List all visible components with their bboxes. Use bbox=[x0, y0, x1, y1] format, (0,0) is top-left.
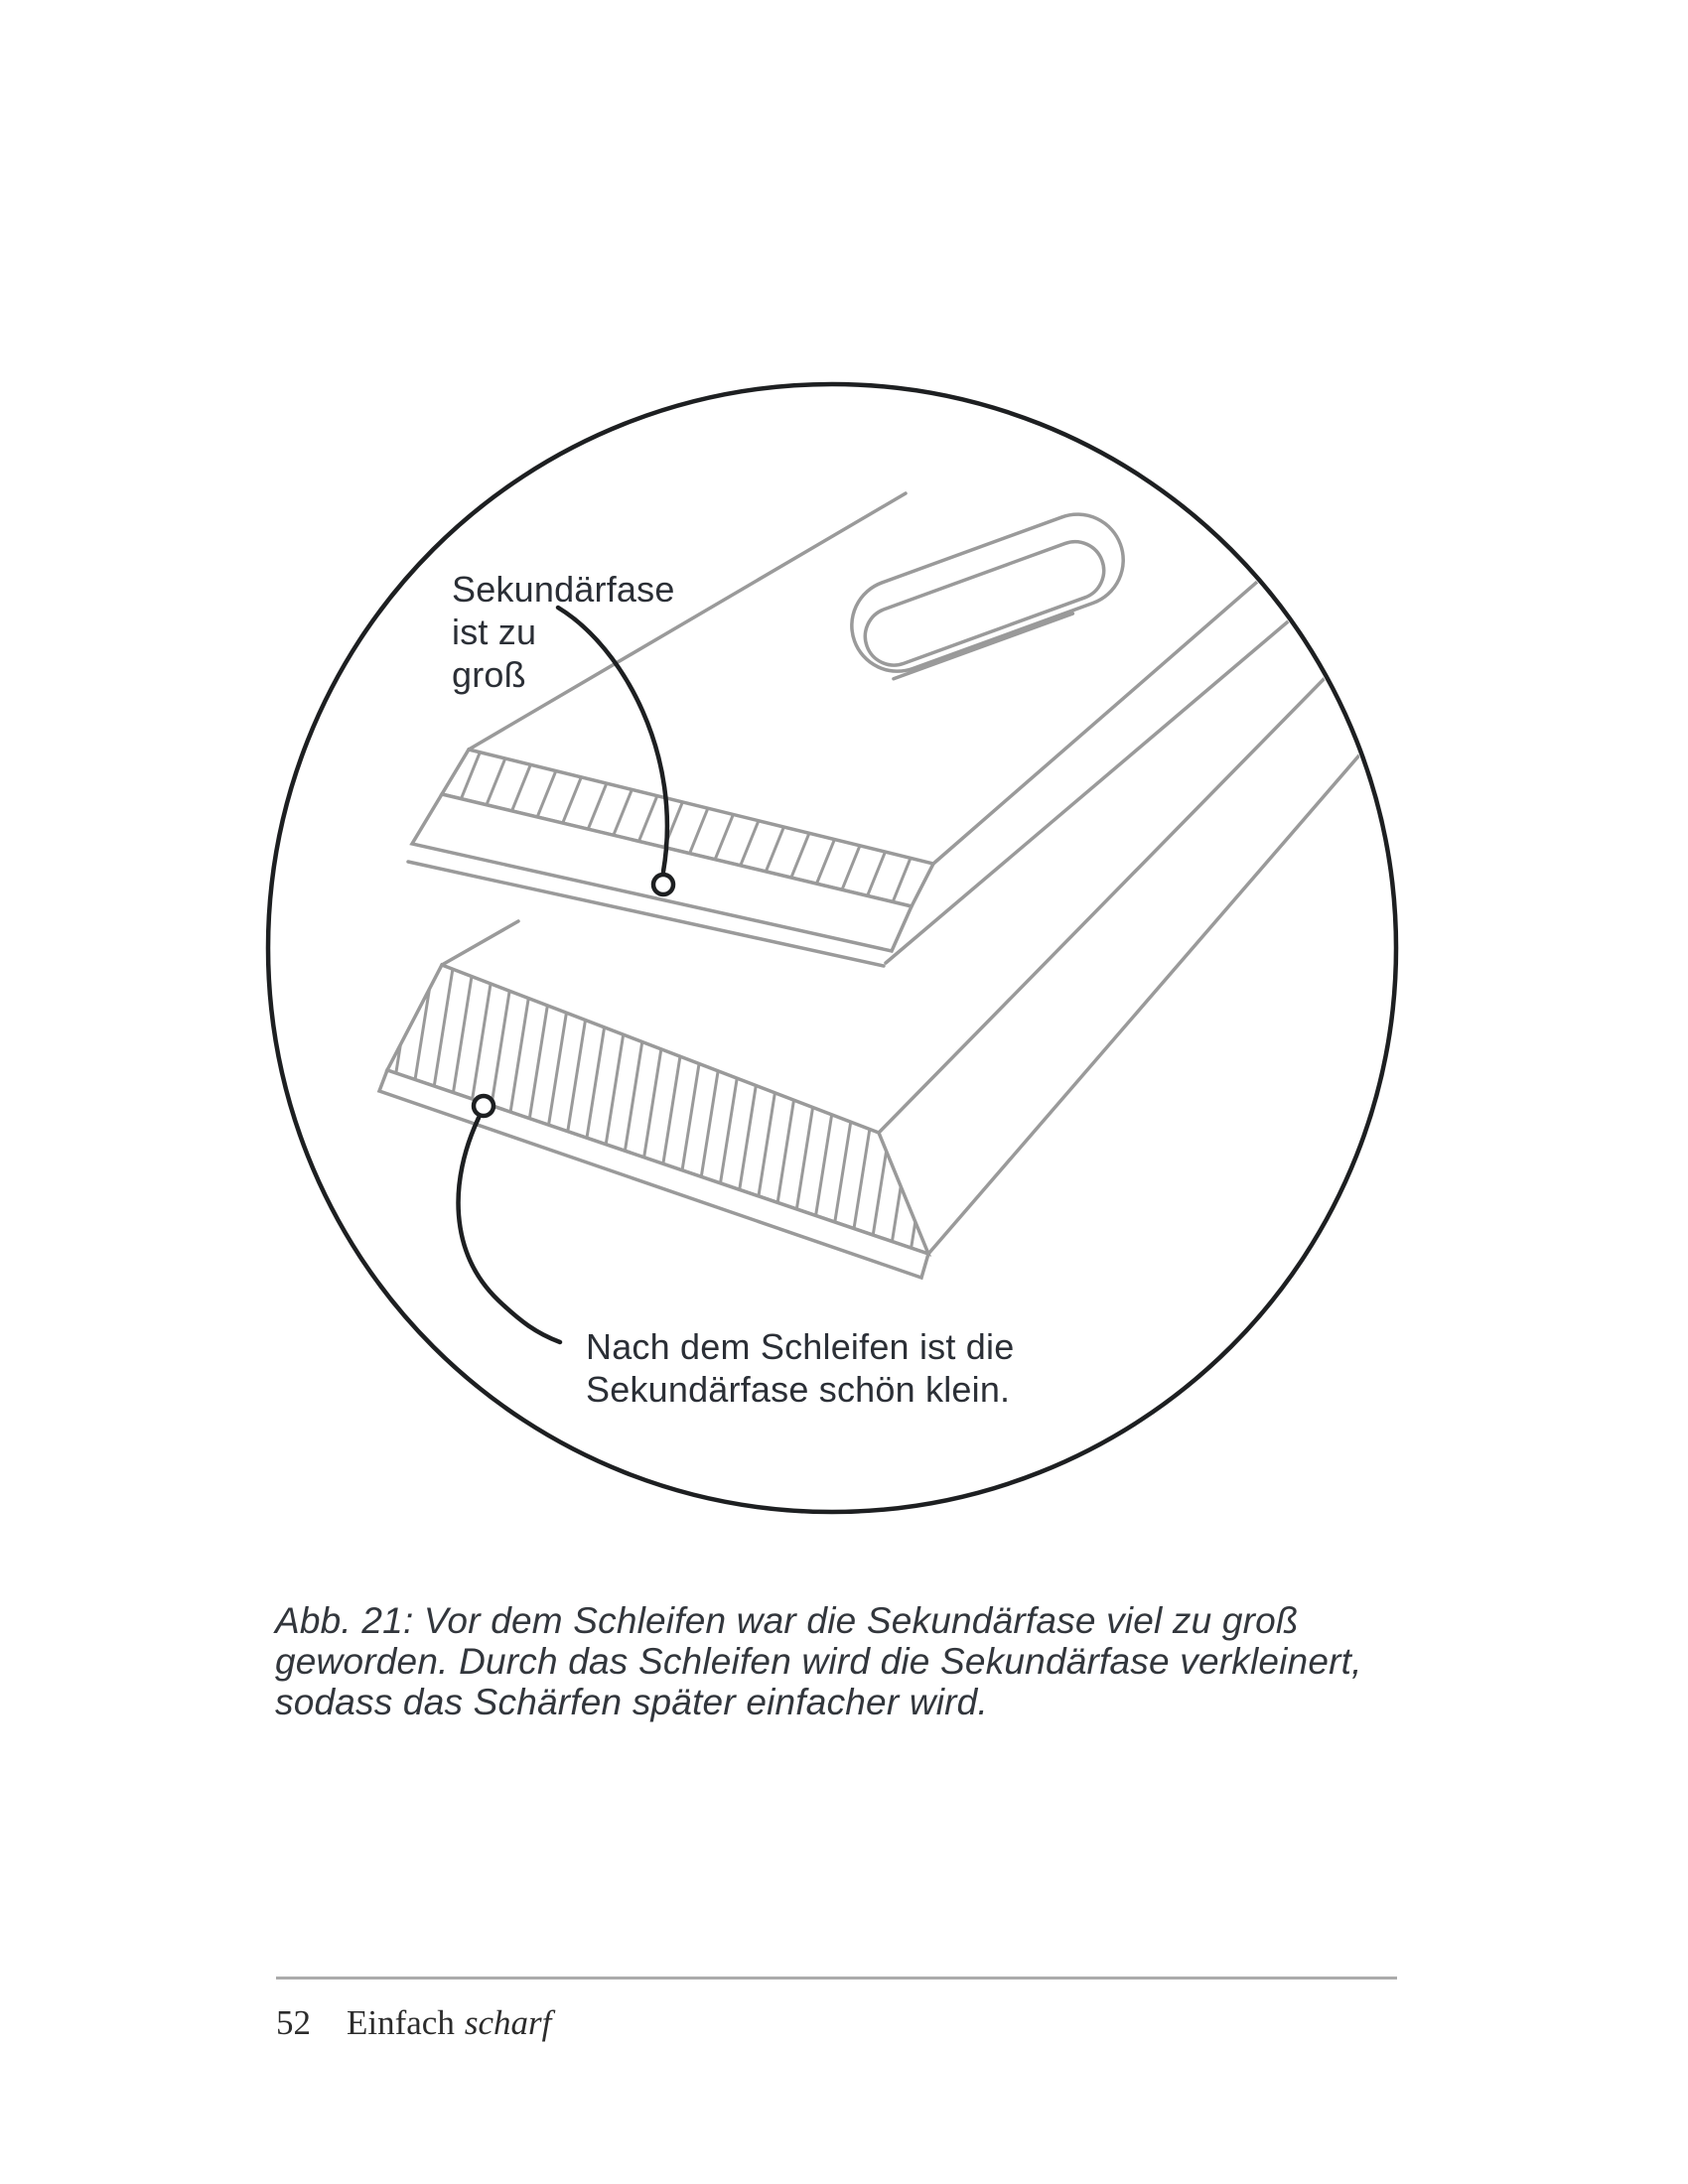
callout-line: ist zu bbox=[452, 612, 537, 652]
callout-marker-bottom bbox=[474, 1096, 493, 1116]
callout-line: Nach dem Schleifen ist die bbox=[586, 1326, 1015, 1367]
book-title-italic: scharf bbox=[464, 2003, 552, 2042]
slot-inner-edge-line bbox=[894, 614, 1072, 679]
callout-secondary-bevel-large bbox=[452, 568, 675, 696]
leader-line-bottom bbox=[459, 1118, 560, 1342]
blade-side-lower-edge-line bbox=[928, 743, 1370, 1254]
callout-line: Sekundärfase bbox=[452, 569, 675, 610]
callout-secondary-bevel-small bbox=[586, 1325, 1014, 1411]
callout-marker-top bbox=[653, 875, 673, 894]
caption-line: Abb. 21: Vor dem Schleifen war die Sekundärfase viel zu groß bbox=[275, 1600, 1299, 1641]
callout-line: groß bbox=[452, 654, 526, 695]
caption-line: geworden. Durch das Schleifen wird die Sekundärfase verkleinert, bbox=[275, 1641, 1362, 1682]
slot-inner-outline bbox=[857, 534, 1112, 674]
figure-caption bbox=[275, 1600, 1417, 1722]
book-title: Einfach bbox=[347, 2003, 455, 2042]
blade-before-group bbox=[408, 493, 1293, 966]
bevel-stub-line bbox=[442, 921, 518, 965]
page-number: 52 bbox=[276, 2003, 311, 2042]
blade-side-edge-line bbox=[933, 570, 1271, 864]
page-footer bbox=[276, 2003, 551, 2043]
blade-side-edge-line bbox=[879, 667, 1336, 1133]
callout-line: Sekundärfase schön klein. bbox=[586, 1369, 1011, 1410]
blade-side-lower-edge-line bbox=[886, 617, 1293, 963]
footer-divider bbox=[276, 1977, 1397, 1979]
caption-line: sodass das Schärfen später einfacher wird. bbox=[275, 1682, 988, 1722]
blade-slot bbox=[839, 501, 1137, 687]
blade-after-group bbox=[379, 667, 1370, 1278]
